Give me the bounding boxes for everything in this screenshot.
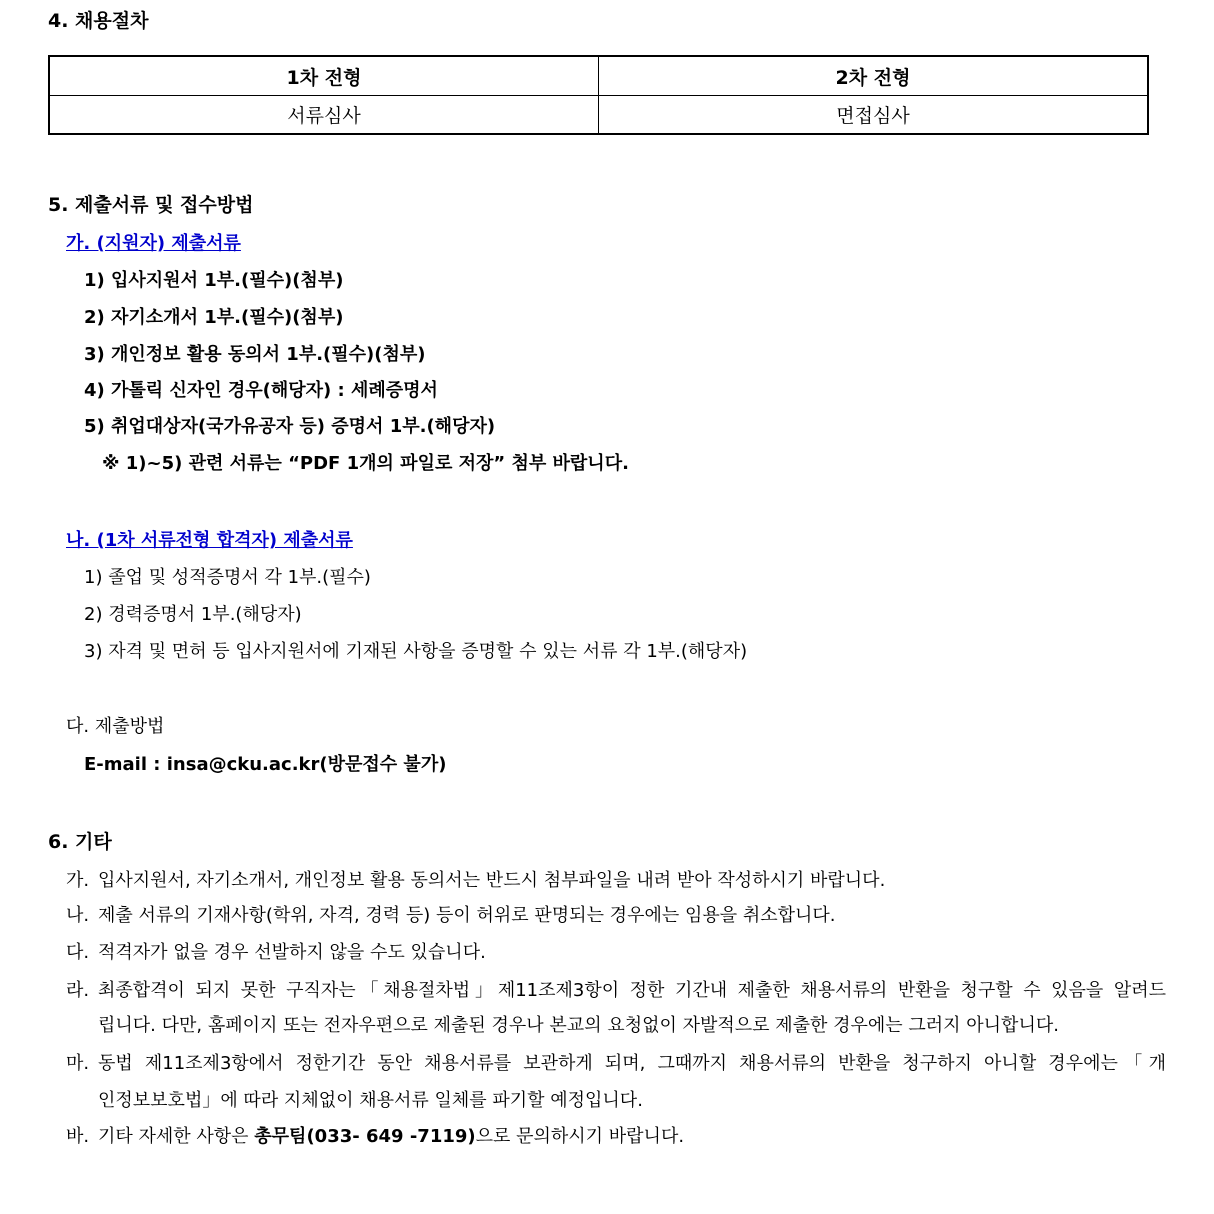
table-cell-document-review: 서류심사 [49, 96, 599, 135]
item-marker: 마. [66, 1053, 90, 1074]
submission-method-heading: 다. 제출방법 [66, 716, 165, 737]
etc-item-text: 동법 제11조제3항에서 정한기간 동안 채용서류를 보관하게 되며, 그때까지 채용서류의 반환을 청구하지 아니할 경우에는「개 [98, 1053, 1166, 1074]
table-header-row [49, 56, 1148, 96]
etc-item-text: 입사지원서, 자기소개서, 개인정보 활용 동의서는 반드시 첨부파일을 내려 받아 작성하시기 바랍니다. [98, 870, 886, 891]
item-marker: 라. [66, 980, 90, 1001]
pdf-note: ※ 1)~5) 관련 서류는 “PDF 1개의 파일로 저장” 첨부 바랍니다. [102, 453, 629, 474]
passer-documents-heading: 나. (1차 서류전형 합격자) 제출서류 [66, 530, 353, 551]
etc-item-text: 적격자가 없을 경우 선발하지 않을 수도 있습니다. [98, 942, 486, 963]
item-marker: 가. [66, 870, 90, 891]
item-marker: 바. [66, 1126, 90, 1147]
etc-item-text: 최종합격이 되지 못한 구직자는「채용절차법」제11조제3항이 정한 기간내 제출한 채용서류의 반환을 청구할 수 있음을 알려드 [98, 980, 1166, 1001]
etc-item-text-continued: 립니다. 다만, 홈페이지 또는 전자우편으로 제출된 경우나 본교의 요청없이 자발적으로 제출한 경우에는 그러지 아니합니다. [98, 1015, 1059, 1036]
list-item: 3) 개인정보 활용 동의서 1부.(필수)(첨부) [84, 344, 426, 365]
submission-email: E-mail : insa@cku.ac.kr(방문접수 불가) [84, 754, 447, 775]
etc-item-text-continued: 인정보보호법」에 따라 지체없이 채용서류 일체를 파기할 예정입니다. [98, 1090, 643, 1111]
table-row [49, 96, 1148, 135]
item-marker: 나. [66, 905, 90, 926]
table-header-first-stage: 1차 전형 [49, 56, 599, 96]
table-header-second-stage: 2차 전형 [599, 56, 1149, 96]
contact-department-phone: 총무팀(033- 649 -7119) [254, 1126, 476, 1147]
applicant-documents-heading: 가. (지원자) 제출서류 [66, 233, 241, 254]
list-item: 5) 취업대상자(국가유공자 등) 증명서 1부.(해당자) [84, 416, 496, 437]
hiring-procedure-table [48, 55, 1149, 135]
contact-prefix: 기타 자세한 사항은 [98, 1126, 255, 1147]
section-5-title: 5. 제출서류 및 접수방법 [48, 194, 254, 216]
section-4-title: 4. 채용절차 [48, 10, 149, 32]
list-item: 2) 경력증명서 1부.(해당자) [84, 604, 302, 625]
table-cell-interview: 면접심사 [599, 96, 1149, 135]
list-item: 3) 자격 및 면허 등 입사지원서에 기재된 사항을 증명할 수 있는 서류 각 1부.(해당자) [84, 641, 748, 662]
list-item: 4) 가톨릭 신자인 경우(해당자) : 세례증명서 [84, 380, 438, 401]
list-item: 1) 입사지원서 1부.(필수)(첨부) [84, 270, 344, 291]
item-marker: 다. [66, 942, 90, 963]
etc-item-text: 제출 서류의 기재사항(학위, 자격, 경력 등) 등이 허위로 판명되는 경우에는 임용을 취소합니다. [98, 905, 836, 926]
contact-suffix: 으로 문의하시기 바랍니다. [475, 1126, 685, 1147]
contact-line [98, 1128, 684, 1146]
section-6-title: 6. 기타 [48, 831, 112, 853]
list-item: 1) 졸업 및 성적증명서 각 1부.(필수) [84, 567, 371, 588]
list-item: 2) 자기소개서 1부.(필수)(첨부) [84, 307, 344, 328]
